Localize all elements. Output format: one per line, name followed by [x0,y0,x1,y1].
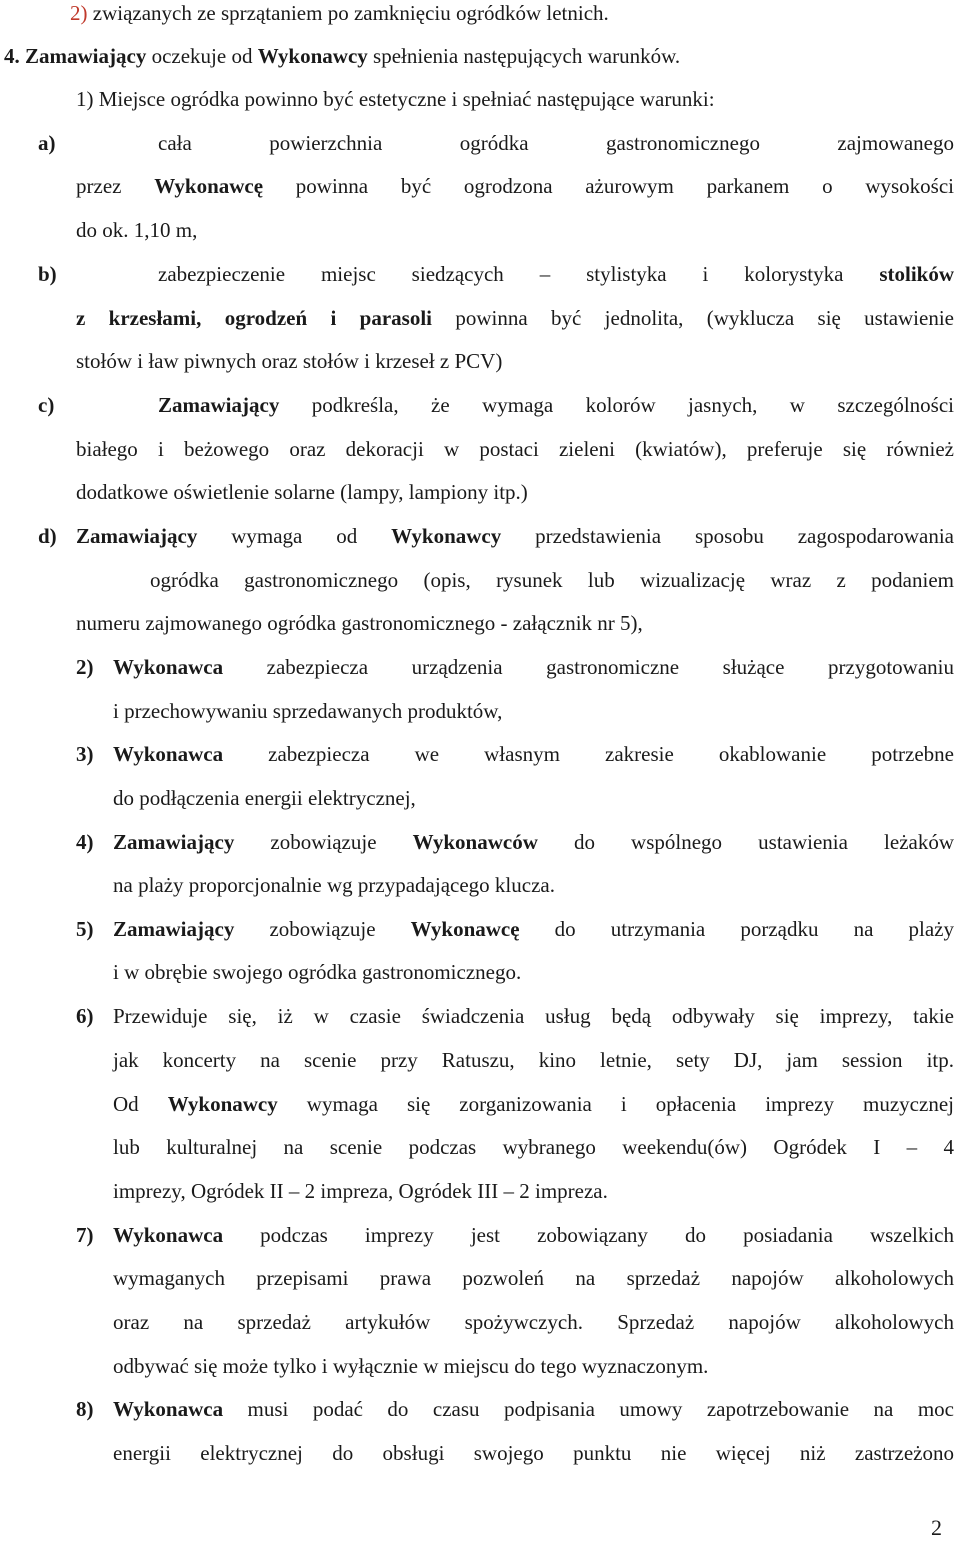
text-fragment: oczekuje od [146,44,258,68]
term-wykonawca: Wykonawcy [257,44,368,68]
item-text: związanych ze sprzątaniem po zamknięciu ogródków letnich. [92,1,609,25]
point-6-line-3 [113,1091,954,1117]
text-fragment: białego i beżowego oraz dekoracji w postaci zieleni (kwiatów), preferuje się również [76,437,954,461]
item-d-line-1 [76,523,954,549]
item-d-line-2 [150,567,954,593]
text-fragment: zobowiązuje [234,830,413,854]
text-fragment: zabezpiecza urządzenia gastronomiczne służące przygotowaniu [223,655,954,679]
text-fragment: powinna być jednolita, (wyklucza się ustawienie [432,306,954,330]
point-number-2: 2) [76,655,94,679]
item-b-line-2 [76,305,954,331]
bold-fragment: stolików [879,262,954,286]
item-number: 2) [70,1,88,25]
item-c-line-3: dodatkowe oświetlenie solarne (lampy, lampiony itp.) [76,480,528,504]
item-a-line-2 [76,173,954,199]
text-fragment: ogródka gastronomicznego (opis, rysunek lub wizualizację wraz z podaniem [150,568,954,592]
bold-fragment: z krzesłami, ogrodzeń i parasoli [76,306,433,330]
point-number-4: 4) [76,830,94,854]
item-label-b: b) [38,262,57,286]
term-zamawiajacy: Zamawiający [25,44,147,68]
term-wykonawca: Wykonawca [113,1397,224,1421]
term-zamawiajacy: Zamawiający [113,917,235,941]
term-wykonawca: Wykonawcy [391,524,502,548]
point-number-6: 6) [76,1004,94,1028]
item-a-line-1 [158,130,954,156]
item-label-d: d) [38,524,57,548]
term-wykonawca: Wykonawcę [410,917,520,941]
point-7-line-3 [113,1309,954,1335]
point-4-line-1 [113,829,954,855]
text-fragment: wymaganych przepisami prawa pozwoleń na sprzedaż napojów alkoholowych [113,1266,954,1290]
term-wykonawca: Wykonawca [113,1223,224,1247]
text-fragment: przedstawienia sposobu zagospodarowania [501,524,954,548]
point-4-line-2: na plaży proporcjonalnie wg przypadającego klucza. [113,873,555,897]
point-7-line-2 [113,1265,954,1291]
text-fragment: zabezpieczenie miejsc siedzących – stylistyka i kolorystyka [158,262,880,286]
section-number: 4. [4,44,20,68]
list-item [70,0,609,26]
point-number-5: 5) [76,917,94,941]
item-c-line-1 [158,392,954,418]
point-5-line-1 [113,916,954,942]
text-fragment: podczas imprezy jest zobowiązany do posiadania wszelkich [223,1223,954,1247]
page-number: 2 [931,1515,942,1540]
text-fragment: Przewiduje się, iż w czasie świadczenia usług będą odbywały się imprezy, takie [113,1004,954,1028]
item-d-line-3: numeru zajmowanego ogródka gastronomicznego - załącznik nr 5), [76,611,643,635]
term-zamawiajacy: Zamawiający [113,830,235,854]
item-b-line-3: stołów i ław piwnych oraz stołów i krzeseł z PCV) [76,349,503,373]
point-number-3: 3) [76,742,94,766]
point-3-line-2: do podłączenia energii elektrycznej, [113,786,416,810]
point-7-line-4: odbywać się może tylko i wyłącznie w miejscu do tego wyznaczonym. [113,1354,709,1378]
term-wykonawca: Wykonawca [113,742,224,766]
term-zamawiajacy: Zamawiający [76,524,198,548]
text-fragment: jak koncerty na scenie przy Ratuszu, kino letnie, sety DJ, jam session itp. [113,1048,954,1072]
point-5-line-2: i w obrębie swojego ogródka gastronomicznego. [113,960,522,984]
item-label-c: c) [38,393,55,417]
text-fragment: musi podać do czasu podpisania umowy zapotrzebowanie na moc [223,1397,954,1421]
term-zamawiajacy: Zamawiający [158,393,280,417]
item-a-line-3: do ok. 1,10 m, [76,218,198,242]
point-8-line-1 [113,1396,954,1422]
text-fragment: energii elektrycznej do obsługi swojego punktu nie więcej niż zastrzeżono [113,1441,954,1465]
text-fragment: spełnienia następujących warunków. [367,44,681,68]
text-fragment: powinna być ogrodzona ażurowym parkanem o wysokości [263,174,954,198]
section-heading [4,43,680,69]
text-fragment: podkreśla, że wymaga kolorów jasnych, w szczególności [279,393,954,417]
text-fragment: oraz na sprzedaż artykułów spożywczych. Sprzedaż napojów alkoholowych [113,1310,954,1334]
point-2-line-2: i przechowywaniu sprzedawanych produktów, [113,699,503,723]
point-number-7: 7) [76,1223,94,1247]
term-wykonawca: Wykonawca [113,655,224,679]
text-fragment: wymaga się zorganizowania i opłacenia imprezy muzycznej [277,1092,954,1116]
item-label-a: a) [38,131,56,155]
text-fragment: zobowiązuje [234,917,411,941]
text-fragment: do utrzymania porządku na plaży [519,917,954,941]
point-6-line-5: imprezy, Ogródek II – 2 impreza, Ogródek III – 2 impreza. [113,1179,608,1203]
point-number-8: 8) [76,1397,94,1421]
text-fragment: wymaga od [197,524,392,548]
item-b-line-1 [158,261,954,287]
point-6-line-2 [113,1047,954,1073]
point-6-line-4 [113,1134,954,1160]
item-c-line-2 [76,436,954,462]
point-7-line-1 [113,1222,954,1248]
point-3-line-1 [113,741,954,767]
text-fragment: przez [76,174,155,198]
term-wykonawca: Wykonawcy [167,1092,278,1116]
text-fragment: do wspólnego ustawienia leżaków [537,830,954,854]
text-fragment: cała powierzchnia ogródka gastronomicznego zajmowanego [158,131,954,155]
point-8-line-2 [113,1440,954,1466]
point-6-line-1 [113,1003,954,1029]
text-fragment: lub kulturalnej na scenie podczas wybranego weekendu(ów) Ogródek I – 4 [113,1135,954,1159]
subsection-heading: 1) Miejsce ogródka powinno być estetyczne i spełniać następujące warunki: [76,87,715,111]
text-fragment: Od [113,1092,168,1116]
text-fragment: zabezpiecza we własnym zakresie okablowanie potrzebne [223,742,954,766]
term-wykonawca: Wykonawcę [154,174,264,198]
term-wykonawcow: Wykonawców [412,830,538,854]
point-2-line-1 [113,654,954,680]
